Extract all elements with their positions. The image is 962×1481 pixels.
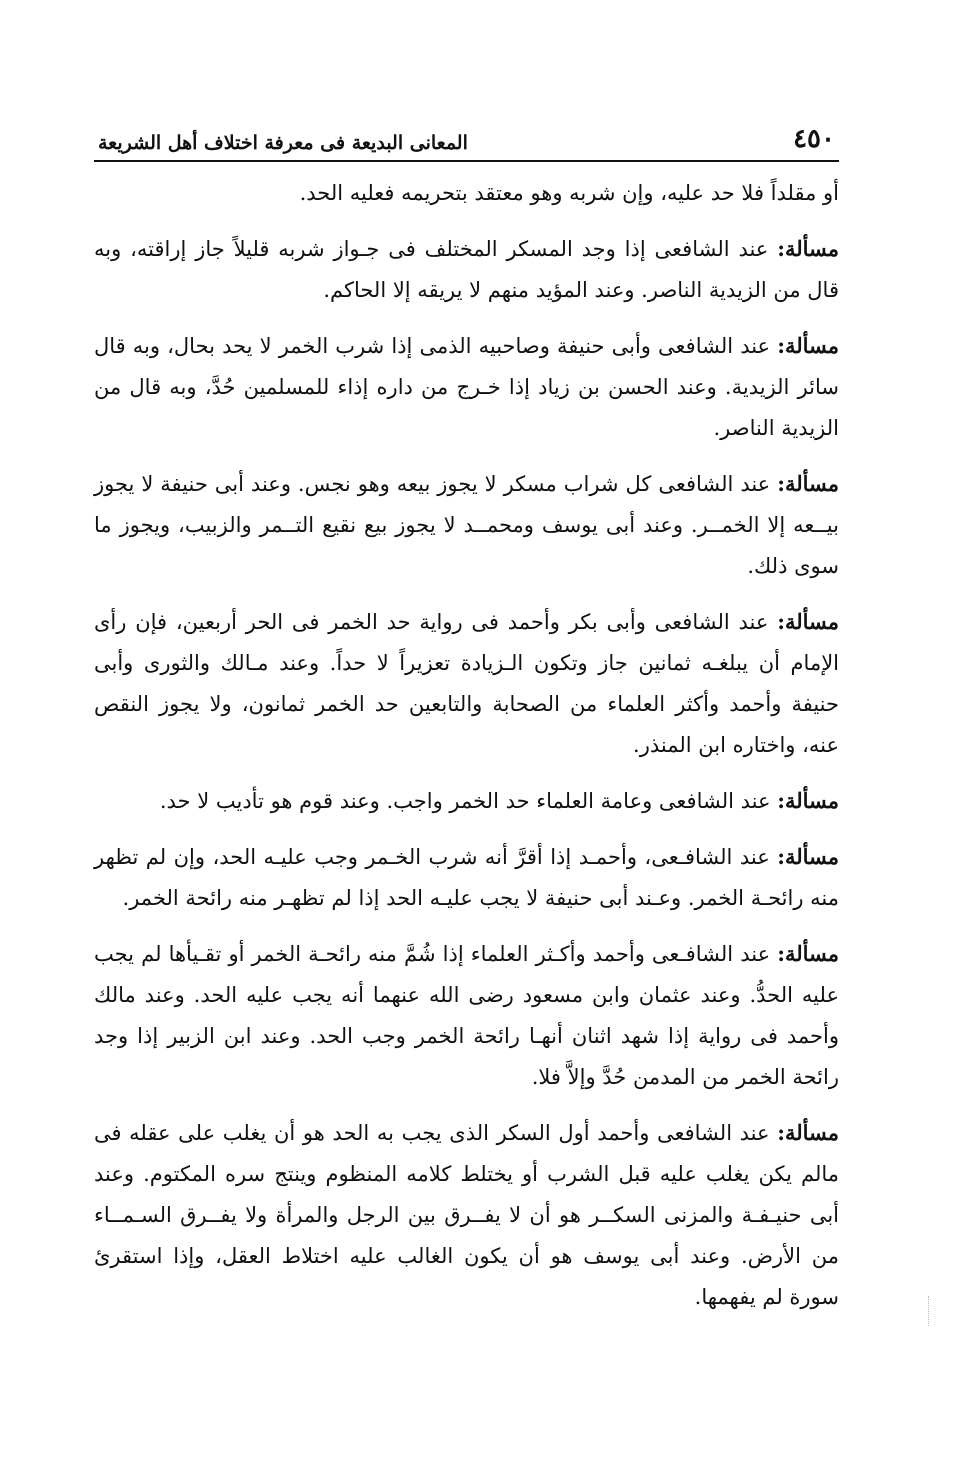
paragraph-lead: مسألة: xyxy=(777,788,839,813)
paragraph-text: أو مقلداً فلا حد عليه، وإن شربه وهو معتقد بتحريمه فعليه الحد. xyxy=(299,181,839,205)
paragraph-lead: مسألة: xyxy=(777,471,839,496)
paragraph-lead: مسألة: xyxy=(777,236,839,261)
page-body xyxy=(94,162,839,1318)
book-page xyxy=(94,118,839,1332)
paragraph-text: عند الشافعى وأبى حنيفة وصاحبيه الذمى إذا شرب الخمر لا يحد بحال، وبه قال سائر الزيدية. وعند الحسن بن زياد إذا خـرج من داره إذاء للمسلمين حُدَّ، وبه قال من الزيدية الناصر. xyxy=(94,334,839,440)
paragraph-lead: مسألة: xyxy=(777,844,840,869)
paragraph-text: عند الشافعى وأبى بكر وأحمد فى رواية حد الخمر فى الحر أربعين، فإن رأى الإمام أن يبلغـه ثمانين جاز وتكون الـزيادة تعزيراً لا حداً. وعند مـالك والثورى وأبى حنيفة وأحمد وأكثر العلماء من الصحابة والتابعين حد الخمر ثمانون، ولا يجوز النقص عنه، واختاره ابن المنذر. xyxy=(94,610,839,757)
paragraph xyxy=(94,601,839,766)
paragraph-text: عند الشافـعى وأحمد وأكـثر العلماء إذا شُمَّ منه رائحـة الخمر أو تقـيأها لم يجب عليه الحدُّ. وعند عثمان وابن مسعود رضى الله عنهما أنه يجب عليه الحد. وعند مالك وأحمد فى رواية إذا شهد اثنان أنهـا رائحة الخمر وجب الحد. وعند ابن الزبير إذا وجد رائحة الخمر من المدمن حُدَّ وإلاَّ فلا. xyxy=(94,942,839,1089)
paragraph xyxy=(94,325,839,449)
page-number: ٤٥٠ xyxy=(793,124,835,154)
paragraph-lead: مسألة: xyxy=(777,941,839,966)
paragraph xyxy=(94,780,839,822)
paragraph-text: عند الشافعى وعامة العلماء حد الخمر واجب. وعند قوم هو تأديب لا حد. xyxy=(159,789,771,813)
paragraph xyxy=(94,172,839,214)
paragraph xyxy=(94,1112,839,1318)
paragraph xyxy=(94,463,839,587)
paragraph-text: عند الشافعى وأحمد أول السكر الذى يجب به الحد هو أن يغلب على عقله فى مالم يكن يغلب عليه قبل الشرب أو يختلط كلامه المنظوم وينتج سره المكتوم. وعند أبى حنيـفـة والمزنى السكــر هو أن لا يفــرق بين الرجل والمرأة ولا يفــرق السـمــاء من الأرض. وعند أبى يوسف هو أن يكون الغالب عليه اختلاط العقل، وإذا استقرئ سورة لم يفهمها. xyxy=(94,1121,839,1309)
book-title: المعانى البديعة فى معرفة اختلاف أهل الشريعة xyxy=(98,132,468,154)
scan-margin-mark xyxy=(928,1296,933,1326)
paragraph-text: عند الشافعى إذا وجد المسكر المختلف فى جـواز شربه قليلاً جاز إراقته، وبه قال من الزيدية الناصر. وعند المؤيد منهم لا يريقه إلا الحاكم. xyxy=(94,237,839,302)
paragraph-lead: مسألة: xyxy=(777,1120,839,1145)
paragraph-lead: مسألة: xyxy=(777,609,839,634)
running-header xyxy=(94,118,839,162)
paragraph-text: عند الشافعى كل شراب مسكر لا يجوز بيعه وهو نجس. وعند أبى حنيفة لا يجوز بيــعه إلا الخمــر. وعند أبى يوسف ومحمــد لا يجوز بيع نقيع التــمر والزبيب، ويجوز ما سوى ذلك. xyxy=(94,472,839,578)
paragraph-text: عند الشافـعى، وأحمـد إذا أقرَّ أنه شرب الخـمر وجب عليـه الحد، وإن لم تظهر منه رائحـة الخمر. وعـند أبى حنيفة لا يجب عليـه الحد إذا لم تظهـر منه رائحة الخمر. xyxy=(94,845,839,910)
paragraph xyxy=(94,933,839,1098)
paragraph xyxy=(94,836,839,919)
paragraph xyxy=(94,228,839,311)
paragraph-lead: مسألة: xyxy=(777,333,839,358)
